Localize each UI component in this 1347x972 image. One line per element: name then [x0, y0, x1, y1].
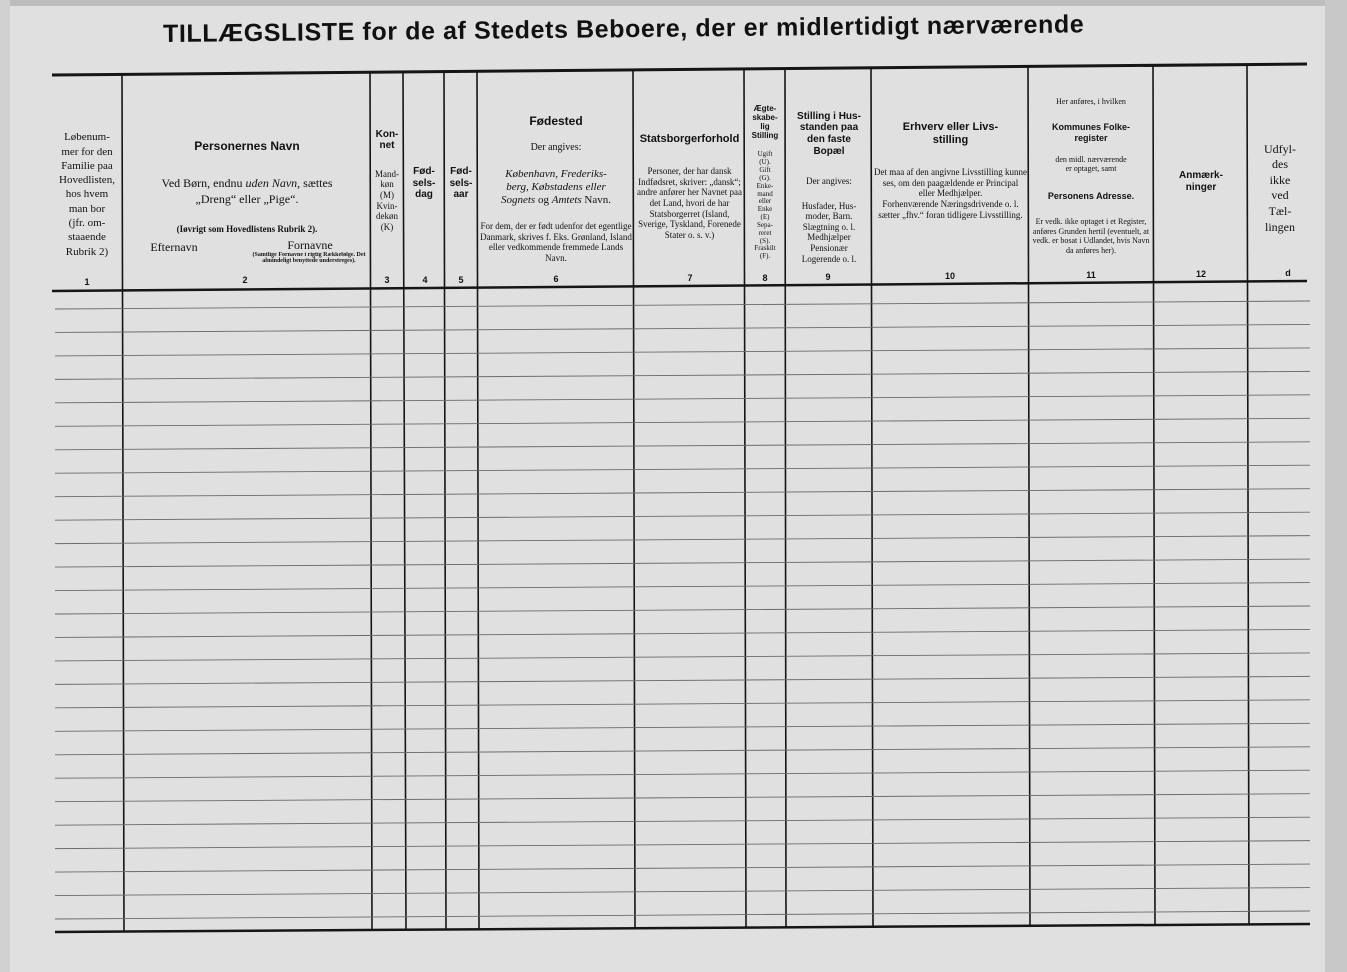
row-rule — [55, 418, 1310, 426]
col2-header — [126, 126, 368, 248]
col6-subheading: Der angives: — [530, 142, 582, 154]
col5-heading: Fød- sels- aar — [449, 165, 473, 201]
row-rule — [55, 911, 1310, 919]
row-rule — [55, 794, 1310, 802]
row-rule — [55, 301, 1310, 309]
col9-subheading: Der angives: — [806, 176, 852, 187]
row-rule — [55, 324, 1310, 332]
row-rule — [55, 442, 1310, 450]
col2-note: (Iøvrigt som Hovedlistens Rubrik 2). — [176, 224, 318, 235]
col2-firstname-label: Fornavne — [287, 238, 333, 252]
col2-instructions: Ved Børn, endnu uden Navn, sættes „Dreng“ eller „Pige“. — [161, 176, 333, 206]
column-divider-12 — [1247, 65, 1249, 925]
col11-header — [1030, 88, 1152, 265]
row-rule — [55, 864, 1310, 872]
col7-number: 7 — [687, 273, 693, 283]
col10-header — [874, 110, 1027, 231]
row-rule — [55, 747, 1310, 755]
cold-header — [1250, 126, 1310, 251]
col2-surname-label: Efternavn — [150, 240, 198, 254]
col12-header — [1156, 158, 1246, 205]
row-rule — [55, 606, 1310, 614]
col7-heading: Statsborgerforhold — [639, 132, 740, 145]
col8-header — [746, 97, 784, 269]
row-rule — [55, 770, 1310, 778]
row-rule — [55, 888, 1310, 896]
row-rule — [55, 841, 1310, 849]
column-divider-9 — [871, 68, 873, 927]
col7-text: Personer, der har dansk Indfødsret, skriver: „dansk“; andre anfører her Navnet paa det Land, hvori de har Statsborgerret (Island, Sverige, Tyskland, Forenede Stater o. s. v.) — [637, 166, 742, 240]
col1-number: 1 — [84, 277, 90, 287]
col9-header — [787, 100, 871, 275]
form-title: TILLÆGSLISTE for de af Stedets Beboere, der er midlertidigt nærværende — [162, 10, 1085, 48]
col11-number: 11 — [1086, 270, 1096, 280]
col12-number: 12 — [1195, 269, 1206, 279]
col8-text: Ugift (U). Gift (G). Enke- mand eller Enke (E) Sepa- reret (S). Fraskilt (F). — [754, 150, 776, 261]
row-rule — [55, 817, 1310, 825]
col11-text: den midl. nærværende er optaget, samt — [1055, 154, 1127, 174]
col5-number: 5 — [458, 275, 464, 285]
col9-heading: Stilling i Hus- standen paa den faste Bopæl — [797, 110, 861, 157]
col6-foreign-note: For dem, der er født udenfor det egentlige Danmark, skrives f. Eks. Grønland, Island eller vedkommende fremmede Lands Navn. — [480, 220, 632, 263]
col6-number: 6 — [553, 274, 559, 284]
row-rule — [55, 559, 1310, 567]
col11-text2: Er vedk. ikke optaget i et Register, anføres Grunden hertil (eventuelt, at vedk. er bosat i Udlandet, hvis Navn da anføres her). — [1032, 217, 1150, 255]
col3-header — [371, 118, 403, 243]
row-rule — [55, 723, 1310, 731]
col9-number: 9 — [825, 272, 831, 282]
column-divider-8 — [785, 69, 786, 928]
row-rule — [55, 395, 1310, 403]
cold-number: d — [1285, 268, 1291, 278]
col10-heading: Erhverv eller Livs- stilling — [902, 120, 999, 146]
col6-places: København, Frederiks- berg, Købstadens eller Sognets og Amtets Navn. — [500, 167, 611, 207]
col2-number: 2 — [242, 275, 248, 285]
col4-heading: Fød- sels- dag — [412, 165, 436, 201]
column-divider-11 — [1153, 65, 1155, 925]
col5-header — [445, 154, 477, 213]
col10-number: 10 — [944, 271, 955, 281]
col3-text: Mand- køn (M) Kvin- dekøn (K) — [375, 168, 399, 232]
col3-number: 3 — [384, 275, 390, 285]
col3-heading: Kon- net — [375, 128, 399, 152]
header-top-rule — [52, 64, 1307, 75]
col10-text: Det maa af den angivne Livsstilling kunne ses, om den paagældende er Principal eller Medhjælper. Forhenværende Næringsdrivende o. l. sætter „fhv.“ foran tidligere Livsstilling. — [874, 167, 1027, 220]
row-rule — [55, 676, 1310, 684]
row-rule — [55, 629, 1310, 637]
row-rule — [55, 700, 1310, 708]
row-rule — [55, 583, 1310, 591]
col4-header — [405, 154, 443, 213]
col4-number: 4 — [422, 275, 428, 285]
row-rule — [55, 512, 1310, 520]
table-bottom-rule — [55, 924, 1310, 932]
col12-heading: Anmærk- ninger — [1179, 169, 1223, 193]
cold-text: Udfyl- des ikke ved Tæl- lingen — [1264, 141, 1296, 234]
row-rule — [55, 465, 1310, 473]
col6-header — [480, 103, 632, 274]
row-rule — [55, 489, 1310, 497]
col11-heading: Kommunes Folke- register — [1051, 122, 1130, 143]
col9-text: Husfader, Hus- moder, Barn. Slægtning o. l. Medhjælper Pensionær Logerende o. l. — [801, 200, 857, 264]
col2-firstname-note: (Samtlige Fornavne i rigtig Rækkefølge. Det almindeligt benyttede understreges). — [252, 252, 366, 265]
col7-header — [636, 122, 743, 251]
row-rule — [55, 348, 1310, 356]
col2-heading: Personernes Navn — [194, 138, 300, 153]
column-divider-6 — [633, 70, 635, 928]
col11-pre: Her anføres, i hvilken — [1056, 97, 1126, 107]
row-rule — [55, 371, 1310, 379]
col8-heading: Ægte- skabe- lig Stilling — [751, 103, 779, 140]
column-divider-5 — [477, 71, 479, 929]
row-rule — [55, 536, 1310, 544]
col1-text: Løbenum- mer for den Familie paa Hovedlisten, hos hvem man bor (jfr. om- staaende Rubrik 2) — [59, 131, 115, 258]
col11-heading2: Personens Adresse. — [1047, 191, 1135, 202]
col6-heading: Fødested — [529, 113, 583, 128]
col1-header — [50, 116, 124, 259]
row-rule — [55, 653, 1310, 661]
col8-number: 8 — [762, 273, 768, 283]
